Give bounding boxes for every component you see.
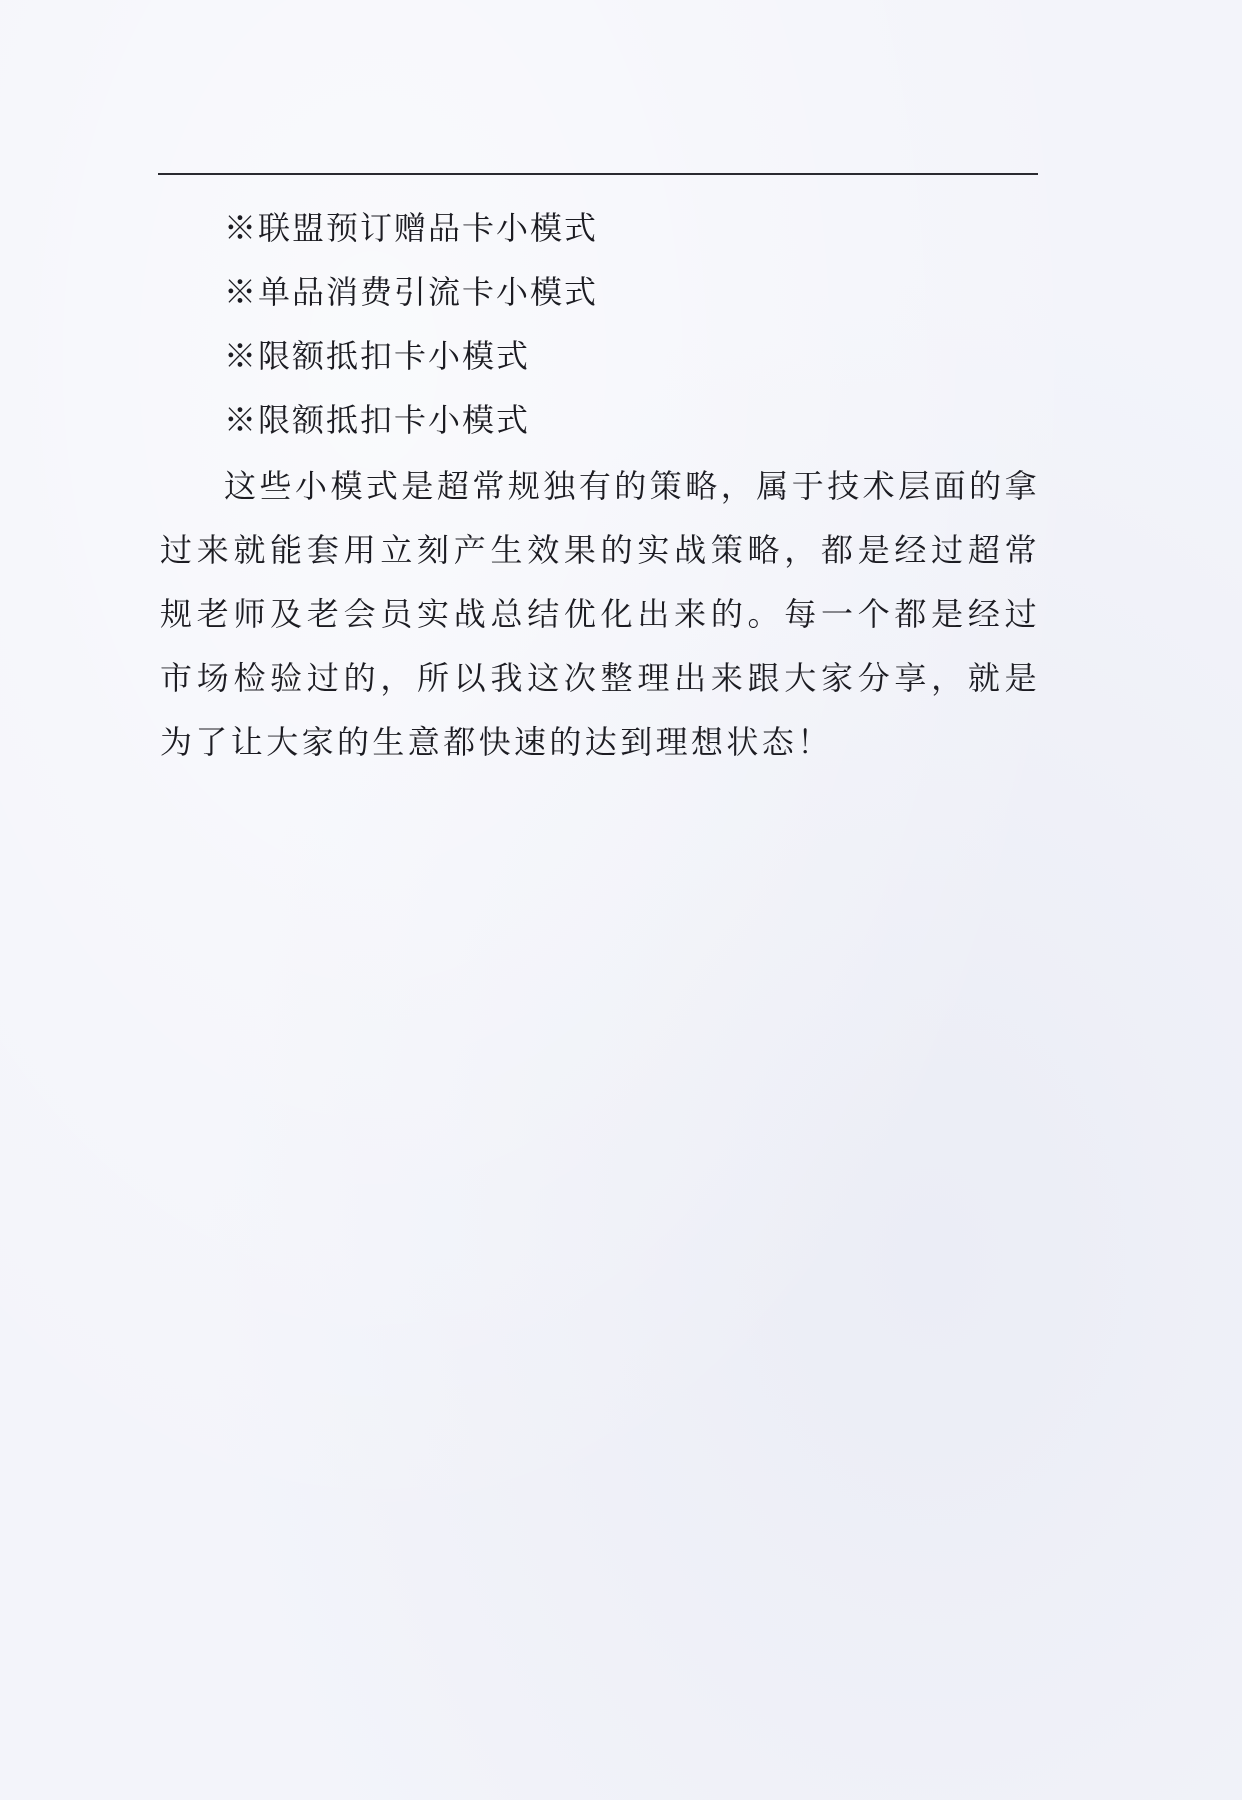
body-paragraph: 这些小模式是超常规独有的策略，属于技术层面的拿过来就能套用立刻产生效果的实战策略，都是经过超常规老师及老会员实战总结优化出来的。每一个都是经过市场检验过的，所以我这次整理出来跟大家分享，就是为了让大家的生意都快速的达到理想状态！ <box>160 467 1040 761</box>
list-item: ※限额抵扣卡小模式 <box>224 337 531 375</box>
list-item: ※联盟预订赠品卡小模式 <box>224 209 599 247</box>
header-divider <box>158 173 1038 175</box>
list-item: ※单品消费引流卡小模式 <box>224 273 599 311</box>
document-body <box>160 196 1040 774</box>
list-item: ※限额抵扣卡小模式 <box>224 401 531 439</box>
